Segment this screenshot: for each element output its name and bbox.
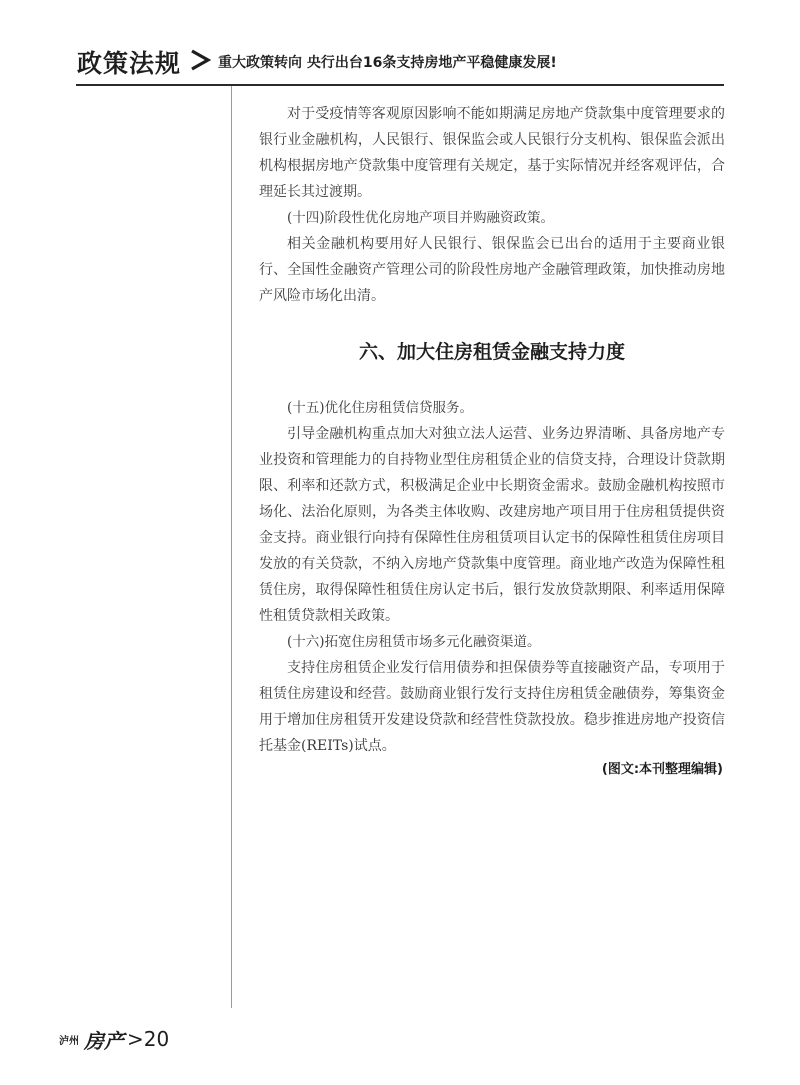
section-6-heading: 六、加大住房租赁金融支持力度 bbox=[358, 341, 625, 363]
article-credit: (图文:本刊整理编辑) bbox=[601, 762, 723, 777]
footer-brand-city: 泸州 bbox=[59, 1035, 79, 1047]
header-section-name: 政策法规 bbox=[77, 49, 182, 78]
header-article-title: 重大政策转向 央行出台16条支持房地产平稳健康发展! bbox=[218, 55, 557, 71]
item-16-title: (十六)拓宽住房租赁市场多元化融资渠道。 bbox=[287, 634, 541, 650]
item-14-body: 相关金融机构要用好人民银行、银保监会已出台的适用于主要商业银行、全国性金融资产管理公司的阶段性房地产金融管理政策，加快推动房地产风险市场化出清。 bbox=[259, 236, 725, 304]
chevron-right-icon bbox=[189, 48, 211, 76]
item-15-body: 引导金融机构重点加大对独立法人运营、业务边界清晰、具备房地产专业投资和管理能力的自持物业型住房租赁企业的信贷支持，合理设计贷款期限、利率和还款方式，积极满足企业中长期资金需求。鼓励金融机构按照市场化、法治化原则，为各类主体收购、改建房地产项目用于住房租赁提供资金支持。商业银行向持有保障性住房租赁项目认定书的保障性租赁住房项目发放的有关贷款，不纳入房地产贷款集中度管理。商业地产改造为保障性租赁住房，取得保障性租赁住房认定书后，银行发放贷款期限、利率适用保障性租赁贷款相关政策。 bbox=[259, 426, 725, 624]
paragraph-transition-period: 对于受疫情等客观原因影响不能如期满足房地产贷款集中度管理要求的银行业金融机构，人民银行、银保监会或人民银行分支机构、银保监会派出机构根据房地产贷款集中度管理有关规定，基于实际情况并经客观评估，合理延长其过渡期。 bbox=[259, 106, 725, 200]
page-number: >20 bbox=[127, 1027, 170, 1051]
footer-brand-logo: 房产 bbox=[84, 1028, 124, 1053]
item-15-title: (十五)优化住房租赁信贷服务。 bbox=[287, 400, 474, 416]
item-16-body: 支持住房租赁企业发行信用债券和担保债券等直接融资产品，专项用于租赁住房建设和经营。鼓励商业银行发行支持住房租赁金融债券，筹集资金用于增加住房租赁开发建设贷款和经营性贷款投放。稳步推进房地产投资信托基金(REITs)试点。 bbox=[259, 660, 725, 754]
page-header bbox=[77, 44, 557, 80]
article-body bbox=[259, 101, 725, 781]
left-column-divider bbox=[231, 86, 232, 1008]
header-divider bbox=[76, 84, 724, 86]
item-14-title: (十四)阶段性优化房地产项目并购融资政策。 bbox=[287, 210, 555, 226]
page-footer bbox=[59, 1024, 169, 1054]
